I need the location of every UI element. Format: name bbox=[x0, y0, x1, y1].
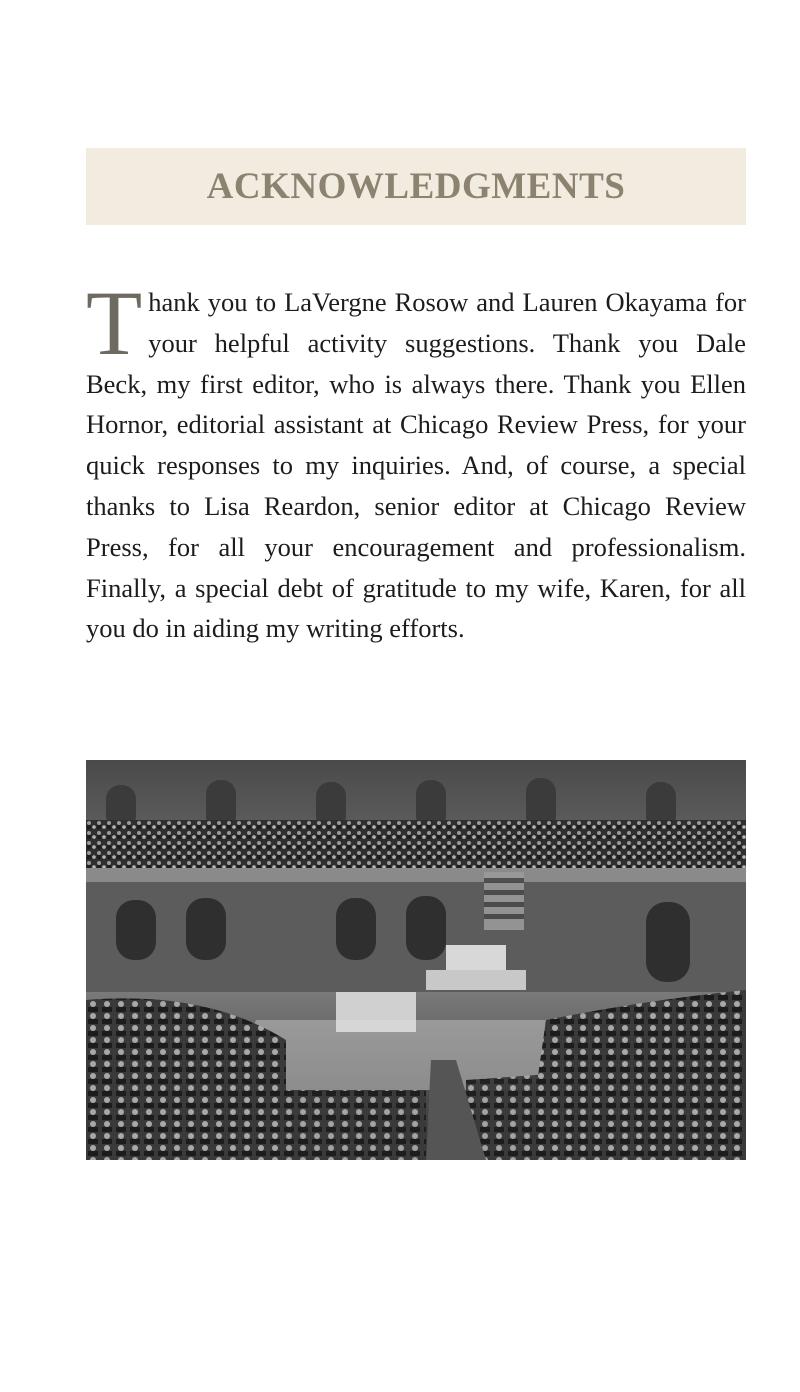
heading-band bbox=[86, 148, 746, 225]
acknowledgments-paragraph bbox=[86, 272, 746, 649]
congress-chamber-photo bbox=[86, 760, 746, 1160]
flag bbox=[484, 872, 524, 930]
chamber-illustration bbox=[86, 760, 746, 1160]
drop-cap: T bbox=[86, 272, 143, 374]
page-title: ACKNOWLEDGMENTS bbox=[206, 166, 626, 207]
paragraph-text: hank you to LaVergne Rosow and Lauren Okayama for your helpful activity suggestions. Thank you Dale Beck, my first editor, who is always there. Thank you Ellen Hornor, editorial assistant at Chicago Review Press, for your quick responses to my inquiries. And, of course, a special thanks to Lisa Reardon, senior editor at Chicago Review Press, for all your encouragement and professionalism. Finally, a special debt of gratitude to my wife, Karen, for all you do in aiding my writing efforts. bbox=[86, 287, 746, 644]
